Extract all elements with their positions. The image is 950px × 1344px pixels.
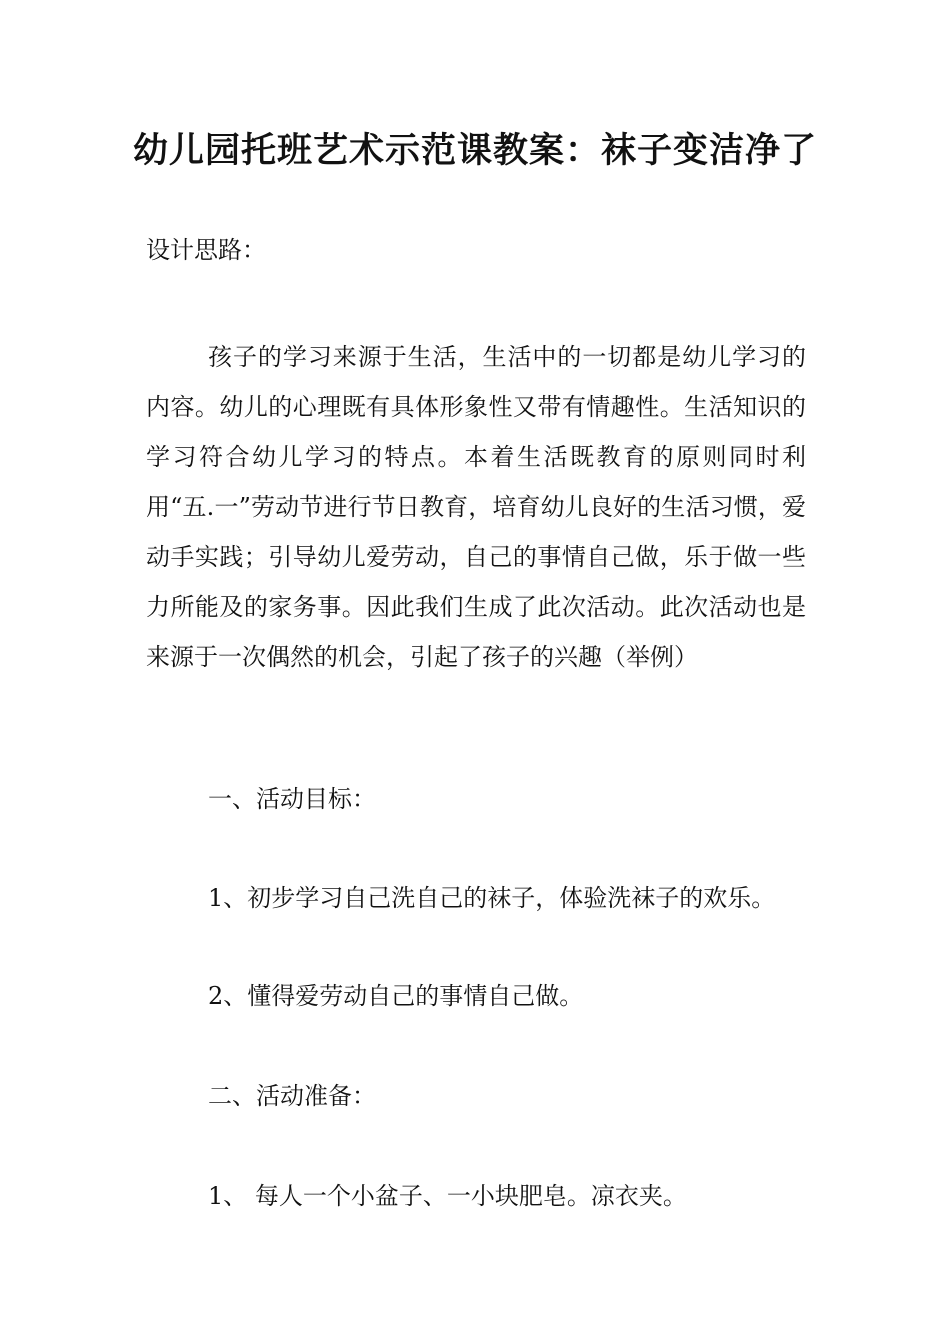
document-title: 幼儿园托班艺术示范课教案：袜子变洁净了 (132, 131, 817, 171)
goal-item-1: 1、初步学习自己洗自己的袜子，体验洗袜子的欢乐。 (208, 884, 776, 912)
goal-item-2: 2、懂得爱劳动自己的事情自己做。 (208, 982, 584, 1010)
design-label: 设计思路： (146, 236, 266, 264)
design-paragraph: 孩子的学习来源于生活，生活中的一切都是幼儿学习的内容。幼儿的心理既有具体形象性又带有情趣性。生活知识的学习符合幼儿学习的特点。本着生活既教育的原则同时利用“五.一”劳动节进行节日教育，培育幼儿良好的生活习惯，爱动手实践；引导幼儿爱劳动，自己的事情自己做，乐于做一些力所能及的家务事。因此我们生成了此次活动。此次活动也是来源于一次偶然的机会，引起了孩子的兴趣（举例） (146, 343, 806, 671)
prep-heading: 二、活动准备： (208, 1082, 376, 1110)
prep-item-1: 1、 每人一个小盆子、一小块肥皂。凉衣夹。 (208, 1182, 687, 1210)
goals-heading: 一、活动目标： (208, 785, 376, 813)
